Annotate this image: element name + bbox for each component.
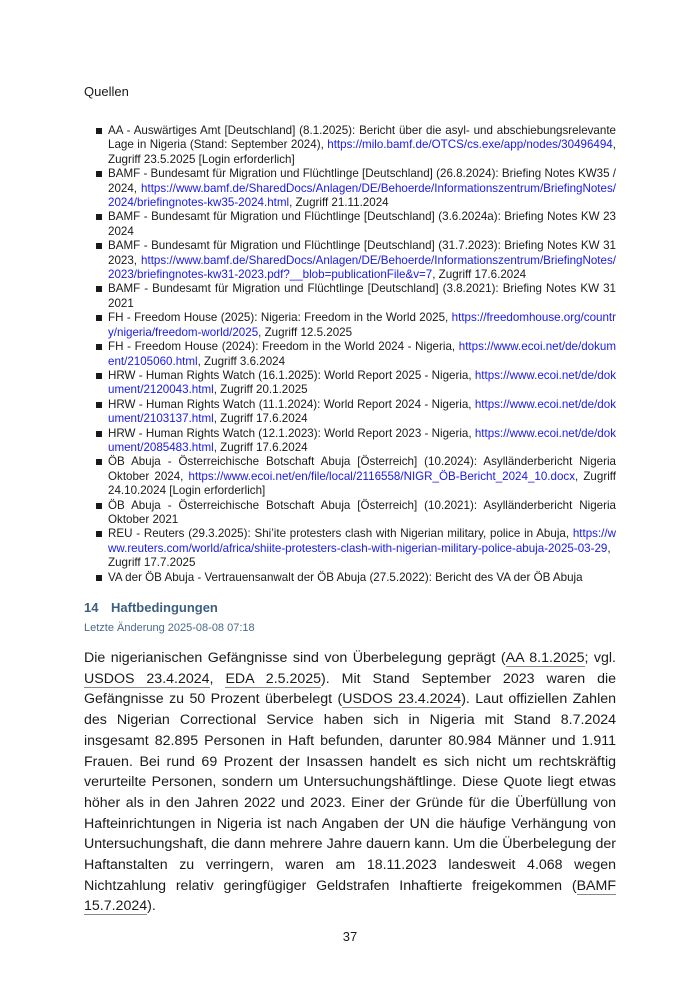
last-changed: Letzte Änderung 2025-08-08 07:18 — [84, 622, 255, 634]
source-item — [96, 571, 616, 585]
source-link[interactable]: https://www.reuters.com/world/africa/shiite-protesters-clash-with-nigerian-military-police-abuja-2025-03-29 — [108, 527, 616, 555]
source-text: ÖB Abuja - Österreichische Botschaft Abuja [Österreich] (10.2021): Asylländerbericht Nigeria Oktober 2021 — [108, 498, 616, 526]
source-access-text: , Zugriff 17.7.2025 — [108, 541, 611, 570]
text: , — [209, 670, 226, 687]
source-item — [96, 311, 616, 340]
reference-link[interactable]: BAMF 15.7.2024 — [84, 877, 616, 915]
sources-list — [96, 124, 616, 585]
source-link[interactable]: https://www.ecoi.net/de/dokument/2103137.html — [108, 397, 616, 426]
source-link[interactable]: https://www.bamf.de/SharedDocs/Anlagen/DE/Behoerde/Informationszentrum/BriefingNotes/2023/briefingnotes-kw31-2023.pdf?__blob=publicationFile&v=7 — [108, 253, 616, 282]
section-title: Haftbedingungen — [111, 600, 218, 615]
source-item — [96, 499, 616, 528]
source-item — [96, 167, 616, 210]
text: ). Mit Stand September 2023 waren die Gefängnisse zu 50 Prozent überbelegt ( — [84, 670, 616, 708]
source-access-text: , Zugriff 23.5.2025 [Login erforderlich] — [108, 138, 616, 166]
source-link[interactable]: https://www.ecoi.net/en/file/local/2116558/NIGR_ÖB-Bericht_2024_10.docx — [188, 469, 575, 483]
source-item — [96, 427, 616, 456]
source-link[interactable]: https://www.ecoi.net/de/dokument/2105060.html — [108, 340, 616, 368]
bullet-icon — [96, 531, 102, 537]
source-text: BAMF - Bundesamt für Migration und Flüchtlinge [Deutschland] (3.6.2024a): Briefing Notes KW 23 2024 — [108, 210, 616, 238]
source-link[interactable]: https://milo.bamf.de/OTCS/cs.exe/app/nodes/30496494 — [327, 138, 613, 152]
bullet-icon — [96, 286, 102, 292]
body-paragraph — [84, 648, 616, 917]
source-item — [96, 239, 616, 282]
bullet-icon — [96, 503, 102, 509]
section-heading — [84, 600, 218, 615]
source-access-text: , Zugriff 17.6.2024 — [432, 268, 527, 282]
bullet-icon — [96, 575, 102, 581]
source-text: HRW - Human Rights Watch (12.1.2023): World Report 2023 - Nigeria, — [108, 426, 475, 440]
source-item — [96, 369, 616, 398]
bullet-icon — [96, 171, 102, 177]
source-text: REU - Reuters (29.3.2025): Shi’ite protesters clash with Nigerian military, police in Abuja, — [108, 527, 573, 541]
section-number: 14 — [84, 600, 99, 615]
text: Die nigerianischen Gefängnisse sind von Überbelegung geprägt ( — [84, 650, 506, 666]
source-text: AA - Auswärtiges Amt [Deutschland] (8.1.2025): Bericht über die asyl- und abschiebungsrelevante Lage in Nigeria (Stand: September 2024), — [108, 124, 616, 152]
source-access-text: , Zugriff 12.5.2025 — [258, 325, 353, 339]
source-item — [96, 124, 616, 167]
source-item — [96, 455, 616, 498]
sources-heading: Quellen — [84, 84, 129, 99]
source-item — [96, 282, 616, 311]
source-text: FH - Freedom House (2025): Nigeria: Freedom in the World 2025, — [108, 311, 452, 325]
source-access-text: , Zugriff 17.6.2024 — [213, 412, 308, 426]
text: ). — [147, 898, 156, 915]
source-access-text: , Zugriff 17.6.2024 — [213, 440, 308, 454]
bullet-icon — [96, 373, 102, 379]
text: ; vgl. — [584, 650, 616, 666]
reference-link[interactable]: USDOS 23.4.2024 — [342, 691, 462, 708]
source-access-text: , Zugriff 24.10.2024 [Login erforderlich] — [108, 469, 617, 498]
source-link[interactable]: https://www.bamf.de/SharedDocs/Anlagen/DE/Behoerde/Informationszentrum/BriefingNotes/2024/briefingnotes-kw35-2024.html — [108, 181, 616, 210]
bullet-icon — [96, 128, 102, 134]
source-item — [96, 340, 616, 369]
bullet-icon — [96, 431, 102, 437]
reference-link[interactable]: USDOS 23.4.2024 — [84, 670, 210, 687]
reference-link[interactable]: AA 8.1.2025 — [505, 650, 585, 666]
source-access-text: , Zugriff 3.6.2024 — [197, 354, 286, 368]
source-item — [96, 527, 616, 570]
source-link[interactable]: https://freedomhouse.org/country/nigeria/freedom-world/2025 — [108, 311, 616, 339]
source-item — [96, 398, 616, 427]
source-link[interactable]: https://www.ecoi.net/de/dokument/2085483.html — [108, 426, 616, 454]
source-text: BAMF - Bundesamt für Migration und Flüchtlinge [Deutschland] (31.7.2023): Briefing Notes KW 31 2023, — [108, 239, 616, 267]
source-text: BAMF - Bundesamt für Migration und Flüchtlinge [Deutschland] (26.8.2024): Briefing Notes KW35 / 2024, — [108, 167, 616, 195]
bullet-icon — [96, 214, 102, 220]
bullet-icon — [96, 344, 102, 350]
bullet-icon — [96, 402, 102, 408]
text: ). Laut offiziellen Zahlen des Nigerian Correctional Service haben sich in Nigeria mit Stand 8.7.2024 insgesamt 82.895 Personen in Haft befunden, darunter 80.984 Männer und 1.911 Frauen. Bei rund 69 Prozent der Insassen handelt es sich nicht um rechtskräftig verurteilte Personen, sondern um Untersuchungshäftlinge. Diese Quote liegt etwas höher als in den Jahren 2022 und 2023. Einer der Gründe für die Überfüllung von Hafteinrichtungen in Nigeria ist nach Angaben der UN die häufige Verhängung von Untersuchungshaft, die dann mehrere Jahre dauern kann. Um die Überbelegung der Haftanstalten zu verringern, waren am 18.11.2023 landesweit 4.068 wegen Nichtzahlung relativ geringfügiger Geldstrafen Inhaftierte freigekommen ( — [84, 691, 617, 894]
source-text: BAMF - Bundesamt für Migration und Flüchtlinge [Deutschland] (3.8.2021): Briefing Notes KW 31 2021 — [108, 282, 616, 310]
source-text: HRW - Human Rights Watch (11.1.2024): World Report 2024 - Nigeria, — [108, 397, 475, 411]
source-text: ÖB Abuja - Österreichische Botschaft Abuja [Österreich] (10.2024): Asylländerbericht Nigeria Oktober 2024, — [108, 455, 616, 483]
source-text: HRW - Human Rights Watch (16.1.2025): World Report 2025 - Nigeria, — [108, 368, 475, 382]
source-text: VA der ÖB Abuja - Vertrauensanwalt der ÖB Abuja (27.5.2022): Bericht des VA der ÖB Abuja — [108, 570, 583, 584]
bullet-icon — [96, 243, 102, 249]
source-access-text: , Zugriff 20.1.2025 — [213, 383, 308, 397]
page-number: 37 — [342, 929, 358, 944]
source-item — [96, 210, 616, 239]
source-link[interactable]: https://www.ecoi.net/de/dokument/2120043.html — [108, 368, 616, 397]
reference-link[interactable]: EDA 2.5.2025 — [225, 670, 322, 687]
bullet-icon — [96, 315, 102, 321]
source-access-text: , Zugriff 21.11.2024 — [289, 196, 389, 210]
bullet-icon — [96, 459, 102, 465]
source-text: FH - Freedom House (2024): Freedom in the World 2024 - Nigeria, — [108, 340, 459, 354]
